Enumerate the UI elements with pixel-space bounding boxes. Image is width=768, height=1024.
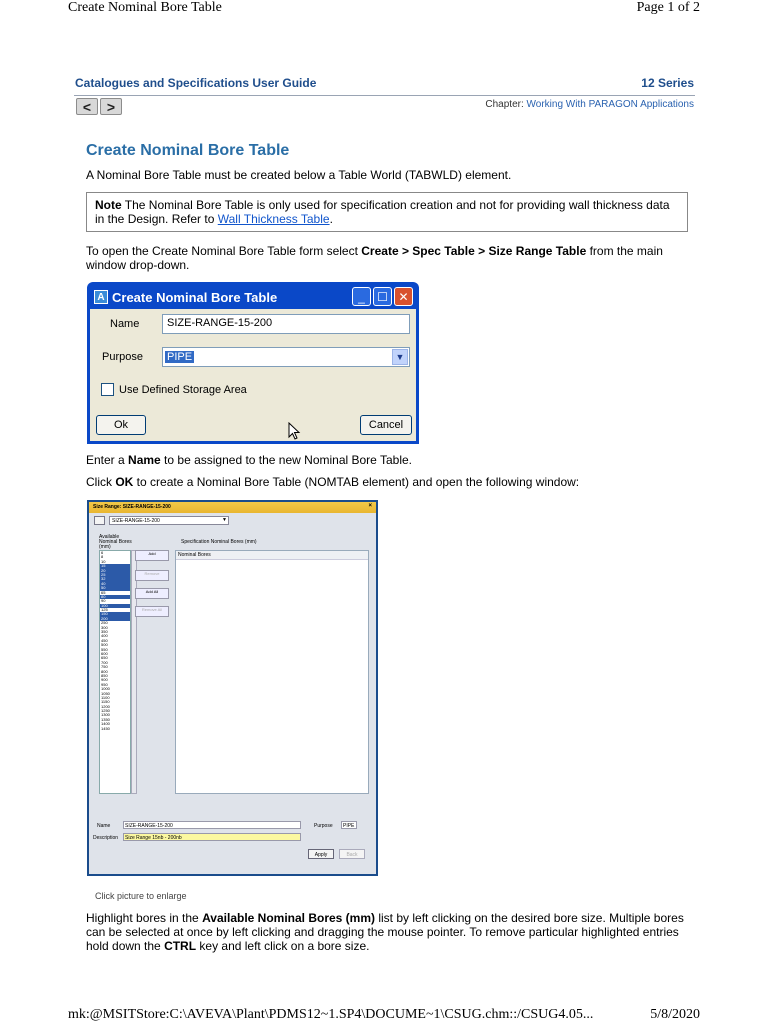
dialog-body [90,309,416,441]
add-all-button[interactable]: Add All [135,588,169,599]
bore-list-item[interactable]: 950 [101,681,108,687]
purpose-value: PIPE [167,351,193,363]
create-nominal-bore-dialog [87,282,419,444]
header-rule [74,95,695,96]
bore-list-item[interactable]: 125 [101,607,108,613]
chevron-right-icon: > [106,98,116,115]
spec-bores-label: Specification Nominal Bores (mm) [181,539,257,545]
bore-list-item[interactable]: 80 [100,595,130,599]
sr-name-field[interactable]: SIZE-RANGE-15-200 [123,821,301,829]
open-pre: To open the Create Nominal Bore Table form select [86,244,362,258]
bore-list-item[interactable]: 1200 [101,703,110,709]
highlight-p1: Highlight bores in the [86,911,203,925]
bore-list-item[interactable]: 1000 [101,686,110,692]
click-ok-post: to create a Nominal Bore Table (NOMTAB element) and open the following window: [133,475,580,489]
highlight-b1: Available Nominal Bores (mm) [202,911,376,925]
close-icon[interactable]: ✕ [394,287,413,306]
chapter-breadcrumb [485,99,694,110]
bore-list-item[interactable]: 1450 [101,725,110,731]
bore-list-item[interactable]: 25 [100,573,130,577]
sr-purpose-label: Purpose [314,823,333,829]
size-range-dropdown-value: SIZE-RANGE-15-200 [112,518,160,524]
bore-list-item[interactable]: 1400 [101,721,110,727]
image-caption: Click picture to enlarge [95,891,187,901]
bore-list-item[interactable]: 750 [101,664,108,670]
bore-list-item[interactable]: 50 [100,586,130,590]
bore-list-item[interactable]: 150 [100,612,130,616]
bore-list-item[interactable]: 850 [101,672,108,678]
bore-list-item[interactable]: 20 [100,569,130,573]
bores-scrollbar[interactable] [131,550,137,794]
forward-button[interactable] [100,98,122,115]
size-range-title: Size Range: SIZE-RANGE-15-200 [93,504,171,510]
open-instructions [86,244,701,272]
open-menu-path: Create > Spec Table > Size Range Table [361,244,587,258]
maximize-icon[interactable]: ☐ [373,287,392,306]
bore-list-item[interactable]: 700 [101,659,108,665]
note-box [86,192,688,232]
ok-button[interactable]: Ok [96,415,146,435]
bore-list-item[interactable]: 1250 [101,708,110,714]
bore-list-item[interactable]: 200 [100,617,130,621]
open-post: from the main window drop-down. [86,244,663,272]
sr-name-label: Name [97,823,111,829]
app-icon: A [94,290,108,304]
bore-list-item[interactable]: 550 [101,646,108,652]
cancel-button[interactable]: Cancel [360,415,412,435]
size-range-close-icon[interactable]: × [368,503,372,509]
add-button[interactable]: Add [135,550,169,561]
cat-icon[interactable] [94,516,105,525]
bore-list-item[interactable]: 1100 [101,694,110,700]
chevron-left-icon: < [82,98,92,115]
purpose-select[interactable] [162,347,410,367]
dialog-title: Create Nominal Bore Table [112,289,278,305]
bore-list-item[interactable]: 650 [101,655,108,661]
note-label: Note [95,198,122,212]
click-ok-pre: Click [86,475,116,489]
minimize-icon[interactable]: _ [352,287,371,306]
bore-list-item[interactable]: 1150 [101,699,110,705]
bore-list-item[interactable]: 900 [101,677,108,683]
back-button-mini[interactable]: Back [339,849,365,859]
remove-all-button[interactable]: Remove All [135,606,169,617]
spec-column-header: Nominal Bores [176,551,368,560]
print-footer-path: mk:@MSITStore:C:\AVEVA\Plant\PDMS12~1.SP4\DOCUME~1\CSUG.chm::/CSUG4.05... [68,1007,594,1022]
bore-list-item[interactable]: 32 [100,577,130,581]
intro-paragraph: A Nominal Bore Table must be created below a Table World (TABWLD) element. [86,168,512,182]
enter-name-pre: Enter a [86,453,129,467]
spec-bores-panel[interactable] [175,550,369,794]
click-ok-bold: OK [115,475,134,489]
bore-list-item[interactable]: 1350 [101,716,110,722]
bore-list-item[interactable]: 450 [101,637,108,643]
sr-purpose-field[interactable]: PIPE [341,821,357,829]
bore-list-item[interactable]: 400 [101,633,108,639]
bore-list-item[interactable]: 1050 [101,690,110,696]
bore-list-item[interactable]: 65 [101,589,106,595]
bore-list-item[interactable]: 300 [101,624,108,630]
dropdown-arrow-icon: ▼ [222,517,227,523]
bore-list-item[interactable]: 600 [101,650,108,656]
window-controls [352,287,413,306]
bore-list-item[interactable]: 800 [101,668,108,674]
purpose-label: Purpose [102,351,143,363]
sr-description-field[interactable]: Size Range 15nb - 200nb [123,833,301,841]
bore-list-item[interactable]: 40 [100,582,130,586]
size-range-titlebar [89,502,376,513]
bore-list-item[interactable]: 350 [101,629,108,635]
back-button[interactable] [76,98,98,115]
enter-name-paragraph [86,453,701,467]
remove-button[interactable]: Remove [135,570,169,581]
name-label: Name [110,318,140,330]
storage-area-label: Use Defined Storage Area [119,384,247,396]
wall-thickness-link[interactable]: Wall Thickness Table [217,212,330,226]
highlight-p2: list by left clicking on the desired bore size. Multiple bores can be selected at once by left clicking and dragging the mouse pointer. To remove particular highlighted entries hold down the [86,911,684,953]
note-after: . [329,212,333,226]
highlight-b2: CTRL [164,939,197,953]
chevron-down-icon[interactable]: ▼ [392,349,408,365]
bore-list-item[interactable]: 1300 [101,712,110,718]
size-range-dropdown[interactable] [109,516,229,525]
name-field[interactable]: SIZE-RANGE-15-200 [162,314,410,334]
chapter-label: Chapter: [485,99,524,110]
enter-name-bold: Name [128,453,161,467]
storage-area-checkbox[interactable] [101,383,114,396]
bore-list-item[interactable]: 8 [101,554,104,560]
click-ok-paragraph [86,475,701,489]
highlight-paragraph [86,911,701,953]
bore-list-item[interactable]: 90 [101,598,106,604]
chapter-link[interactable]: Working With PARAGON Applications [526,99,694,110]
guide-title: Catalogues and Specifications User Guide [75,76,317,90]
apply-button[interactable]: Apply [308,849,334,859]
note-text: The Nominal Bore Table is only used for specification creation and not for providing wall thickness data in the Design. Refer to [95,198,670,226]
bore-list-item[interactable]: 10 [101,558,106,564]
available-bores-list[interactable] [99,550,131,794]
mouse-pointer-icon [288,422,302,442]
section-title: Create Nominal Bore Table [86,142,290,159]
print-header-page: Page 1 of 2 [636,0,700,15]
size-range-window-image[interactable] [87,500,378,876]
bore-list-item[interactable]: 100 [100,604,130,608]
bore-list-item[interactable]: 250 [101,620,108,626]
print-footer-date: 5/8/2020 [650,1007,700,1022]
print-header-title: Create Nominal Bore Table [68,0,222,15]
sr-description-label: Description [93,835,119,841]
series-label: 12 Series [641,76,694,90]
bore-list-item[interactable]: 6 [101,550,104,555]
highlight-p3: key and left click on a bore size. [196,939,370,953]
bore-list-item[interactable]: 15 [100,564,130,568]
enter-name-post: to be assigned to the new Nominal Bore Table. [160,453,412,467]
available-bores-label: Available Nominal Bores (mm) [99,534,132,550]
bore-list-item[interactable]: 500 [101,642,108,648]
